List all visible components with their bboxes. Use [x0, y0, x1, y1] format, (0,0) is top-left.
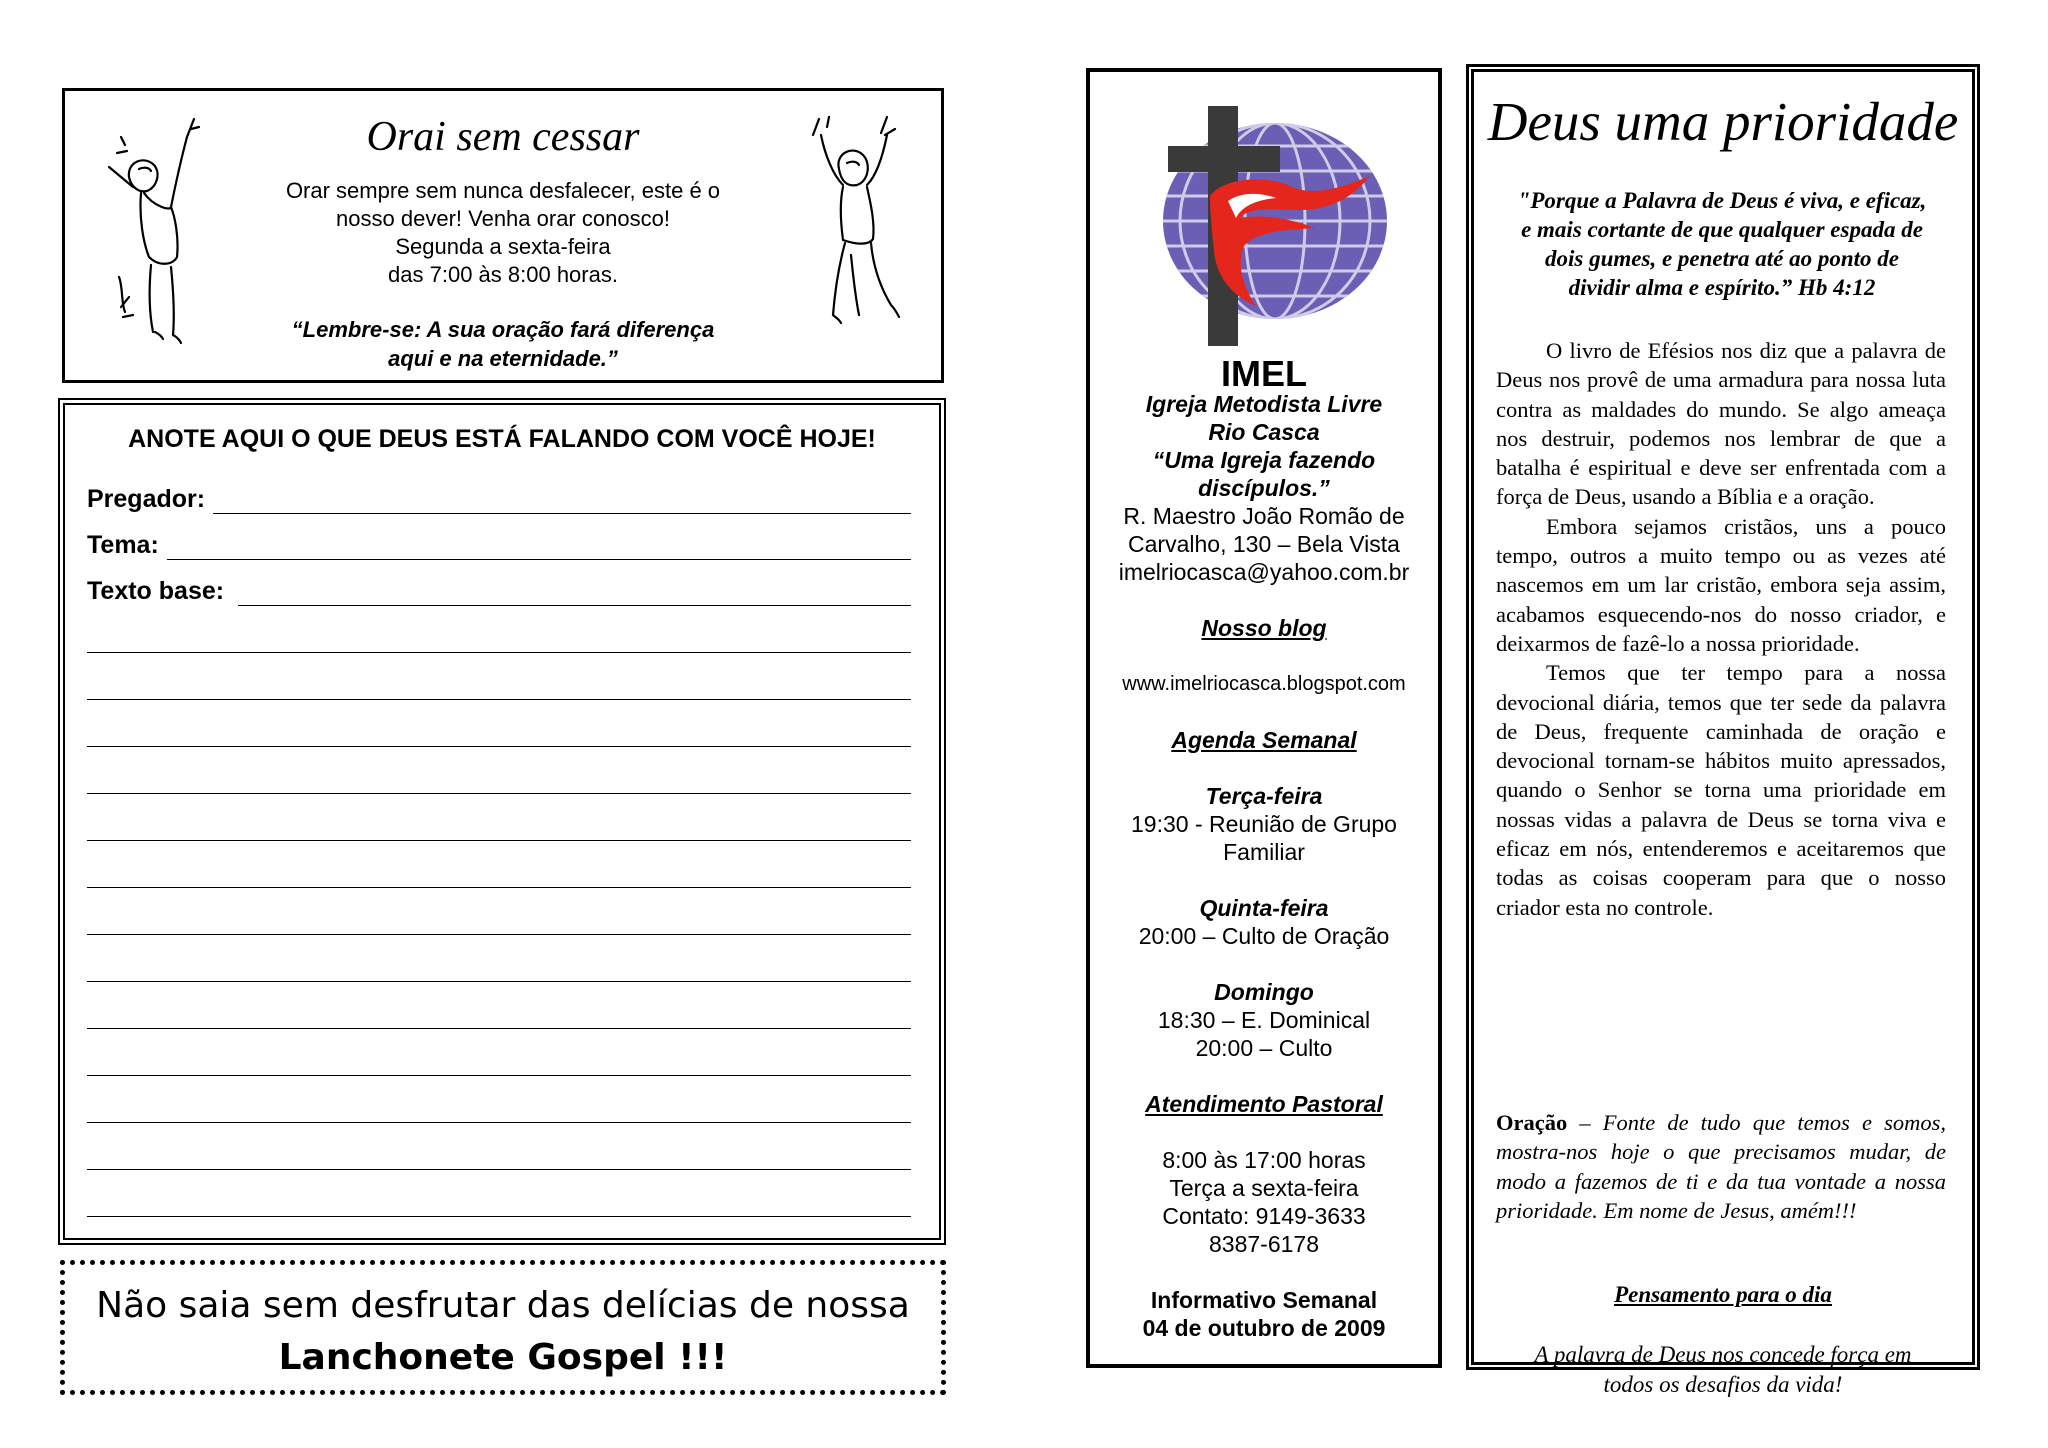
contact-line2: 8387-6178 — [1209, 1231, 1319, 1257]
note-line[interactable] — [87, 934, 911, 935]
preacher-field[interactable] — [87, 485, 911, 514]
base-text-field[interactable] — [87, 577, 911, 606]
prayer-box — [62, 88, 944, 383]
contact-line: Contato: 9149-3633 — [1162, 1203, 1366, 1229]
article-verse-line: e mais cortante de que qualquer espada de — [1521, 217, 1923, 242]
thought-heading: Pensamento para o dia — [1614, 1282, 1832, 1307]
sunday-line2: 20:00 – Culto — [1195, 1035, 1333, 1061]
prayer-quote-line: “Lembre-se: A sua oração fará diferença — [291, 317, 715, 342]
imel-cross-flame-globe-icon — [1140, 106, 1390, 346]
note-line[interactable] — [87, 699, 911, 700]
thought-text — [1516, 1340, 1930, 1400]
preacher-label: Pregador: — [87, 485, 206, 513]
newsletter-label: Informativo Semanal — [1150, 1287, 1378, 1313]
pastoral-hours: 8:00 às 17:00 horas — [1162, 1147, 1366, 1173]
note-line[interactable] — [87, 1028, 911, 1029]
prayer-body-line: das 7:00 às 8:00 horas. — [388, 262, 618, 287]
thursday-label: Quinta-feira — [1199, 895, 1329, 921]
article-verse-line: dividir alma e espírito.” Hb 4:12 — [1568, 275, 1876, 300]
church-address-line2: Carvalho, 130 – Bela Vista — [1128, 531, 1400, 557]
snack-bar-line2: Lanchonete Gospel !!! — [278, 1337, 728, 1378]
note-line[interactable] — [87, 840, 911, 841]
theme-label: Tema: — [87, 531, 159, 559]
notes-box — [58, 398, 946, 1245]
agenda-heading: Agenda Semanal — [1171, 727, 1357, 753]
prayer-body-line: Orar sempre sem nunca desfalecer, este é o — [285, 178, 721, 203]
church-info-panel — [1086, 68, 1442, 1368]
article-title: Deus uma prioridade — [1487, 91, 1959, 152]
note-line[interactable] — [87, 1169, 911, 1170]
pastoral-days: Terça a sexta-feira — [1169, 1175, 1359, 1201]
church-address-line1: R. Maestro João Romão de — [1123, 503, 1405, 529]
tuesday-line2: Familiar — [1223, 839, 1305, 865]
prayer-quote-line: aqui e na eternidade.” — [388, 346, 618, 371]
prayer-paragraph — [1496, 1108, 1946, 1225]
newsletter-date: 04 de outubro de 2009 — [1142, 1315, 1386, 1341]
thought-line: A palavra de Deus nos concede força em — [1534, 1342, 1912, 1367]
note-line[interactable] — [87, 1216, 911, 1217]
note-line[interactable] — [87, 887, 911, 888]
prayer-body — [265, 177, 741, 289]
tuesday-line1: 19:30 - Reunião de Grupo — [1131, 811, 1397, 837]
church-email[interactable]: imelriocasca@yahoo.com.br — [1118, 559, 1410, 585]
pastoral-heading: Atendimento Pastoral — [1145, 1091, 1383, 1117]
article-verse-line: dois gumes, e penetra até ao ponto de — [1545, 246, 1899, 271]
church-motto-line1: “Uma Igreja fazendo — [1152, 447, 1376, 473]
prayer-label: Oração — [1496, 1110, 1568, 1135]
note-line[interactable] — [87, 1122, 911, 1123]
base-text-label: Texto base: — [87, 577, 225, 605]
tuesday-label: Terça-feira — [1205, 783, 1323, 809]
church-name-line2: Rio Casca — [1208, 419, 1320, 445]
theme-field[interactable] — [87, 531, 911, 560]
article-body — [1496, 336, 1946, 922]
prayer-body-line: Segunda a sexta-feira — [395, 234, 611, 259]
snack-bar-box — [60, 1260, 946, 1395]
article-paragraph-1: O livro de Efésios nos diz que a palavra de Deus nos provê de uma armadura para nossa luta contra as maldades do mundo. Se algo ameaça nos destruir, podemos nos lembrar de que a batalha é espiritual e deve ser enfrentada com a força de Deus, usando a Bíblia e a oração. — [1496, 338, 1946, 510]
thursday-line1: 20:00 – Culto de Oração — [1138, 923, 1390, 949]
sunday-label: Domingo — [1214, 979, 1314, 1005]
prayer-text: – Fonte de tudo que temos e somos, mostra-nos hoje o que precisamos mudar, de modo a fazemos de ti e da tua vontade a nossa prioridade. Em nome de Jesus, amém!!! — [1496, 1110, 1946, 1223]
notes-heading: ANOTE AQUI O QUE DEUS ESTÁ FALANDO COM VOCÊ HOJE! — [128, 425, 876, 453]
article-panel — [1466, 64, 1980, 1397]
note-line[interactable] — [87, 793, 911, 794]
note-line[interactable] — [87, 746, 911, 747]
base-text-line[interactable] — [238, 583, 911, 606]
blog-heading: Nosso blog — [1201, 615, 1327, 641]
church-name-line1: Igreja Metodista Livre — [1145, 391, 1383, 417]
article-paragraph-2: Embora sejamos cristãos, uns a pouco tempo, outros a muito tempo ou as vezes até nascemos em um lar cristão, embora seja assim, acabamos esquecendo-nos do nosso criador, e deixarmos de fazê-lo a nossa prioridade. — [1496, 513, 1946, 656]
note-line[interactable] — [87, 981, 911, 982]
blog-url[interactable]: www.imelriocasca.blogspot.com — [1122, 673, 1406, 695]
note-line[interactable] — [87, 1075, 911, 1076]
article-verse — [1498, 186, 1946, 302]
prayer-title: Orai sem cessar — [366, 114, 640, 160]
church-motto-line2: discípulos.” — [1198, 475, 1330, 501]
prayer-body-line: nosso dever! Venha orar conosco! — [336, 206, 670, 231]
article-paragraph-3: Temos que ter tempo para a nossa devocional diária, temos que ter sede da palavra de Deus, frequente caminhada de oração e devocional tornam-se hábitos muito apressados, quando o Senhor se torna uma prioridade em nossas vidas a palavra de Deus se torna viva e eficaz em nós, entenderemos e aceitaremos que todas as coisas cooperam para que o nosso criador esta no controle. — [1496, 660, 1946, 920]
church-acronym: IMEL — [1221, 353, 1307, 394]
prayer-quote — [265, 315, 741, 373]
article-verse-line: "Porque a Palavra de Deus é viva, e eficaz, — [1517, 188, 1927, 213]
snack-bar-line1: Não saia sem desfrutar das delícias de nossa — [96, 1285, 910, 1326]
preacher-line[interactable] — [213, 491, 911, 514]
note-line[interactable] — [87, 652, 911, 653]
theme-line[interactable] — [167, 537, 911, 560]
thought-line: todos os desafios da vida! — [1603, 1372, 1843, 1397]
sunday-line1: 18:30 – E. Dominical — [1157, 1007, 1371, 1033]
